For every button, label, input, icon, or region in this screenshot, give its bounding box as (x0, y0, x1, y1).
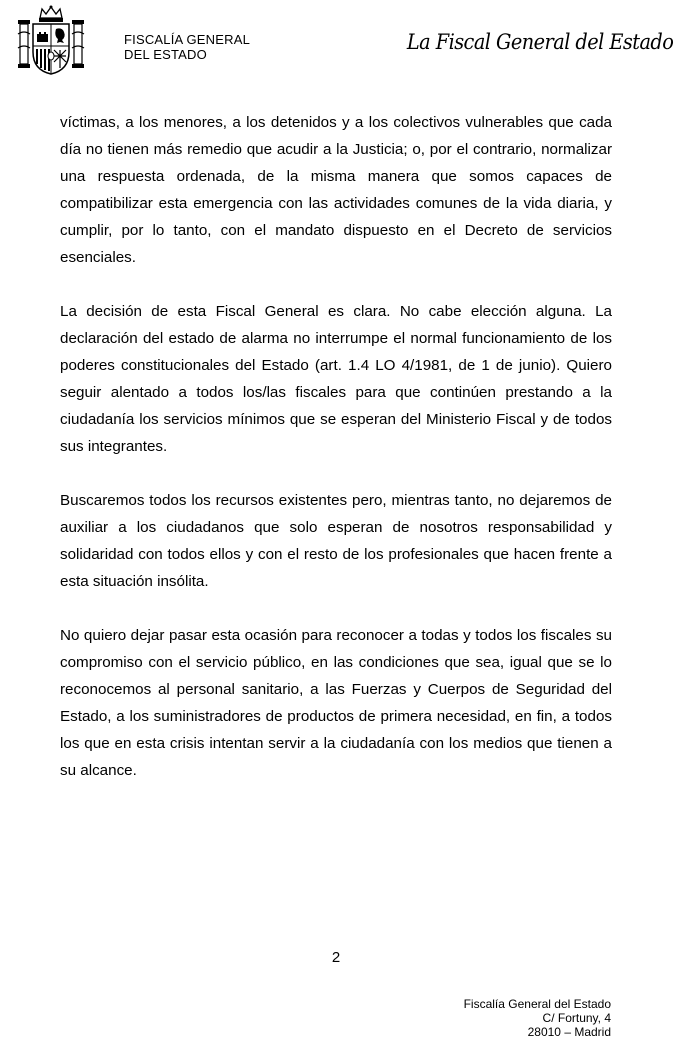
footer-line-1: Fiscalía General del Estado (463, 997, 611, 1011)
organization-name (124, 32, 250, 62)
footer-address (464, 997, 611, 1039)
paragraph-2: La decisión de esta Fiscal General es clara. No cabe elección alguna. La declaración del estado de alarma no interrumpe el normal funcionamiento de los poderes constitucionales del Estado (art. 1.4 LO 4/1981, de 1 de junio). Quiero seguir alentado a todos los/las fiscales para que continúen prestando a la ciudadanía los servicios mínimos que se esperan del Ministerio Fiscal y de todos sus integrantes. (60, 303, 612, 455)
footer-line-2: C/ Fortuny, 4 (542, 1011, 611, 1025)
paragraph-1: víctimas, a los menores, a los detenidos y a los colectivos vulnerables que cada día no tienen más remedio que acudir a la Justicia; o, por el contrario, normalizar una respuesta ordenada, de la misma manera que somos capaces de compatibilizar esta emergencia con las actividades comunes de la vida diaria, y cumplir, por lo tanto, con el mandato dispuesto en el Decreto de servicios esenciales. (60, 114, 612, 266)
org-name-line-1: FISCALÍA GENERAL (124, 32, 251, 47)
document-body (60, 109, 612, 811)
paragraph-3: Buscaremos todos los recursos existentes pero, mientras tanto, no dejaremos de auxiliar a los ciudadanos que solo esperan de nosotros responsabilidad y solidaridad con todos ellos y con el resto de los profesionales que hacen frente a esta situación insólita. (60, 492, 612, 590)
footer-line-3: 28010 – Madrid (527, 1025, 611, 1039)
coat-of-arms-icon (16, 4, 86, 76)
paragraph-4: No quiero dejar pasar esta ocasión para reconocer a todas y todos los fiscales su compromiso con el servicio público, en las condiciones que sea, igual que se lo reconocemos al personal sanitario, a las Fuerzas y Cuerpos de Seguridad del Estado, a los suministradores de productos de primera necesidad, en fin, a todos los que en esta crisis intentan servir a la ciudadanía con los medios que tienen a su alcance. (60, 627, 612, 779)
org-name-line-2: DEL ESTADO (124, 47, 207, 62)
page-number: 2 (331, 949, 341, 966)
header-signature: La Fiscal General del Estado (406, 30, 673, 54)
